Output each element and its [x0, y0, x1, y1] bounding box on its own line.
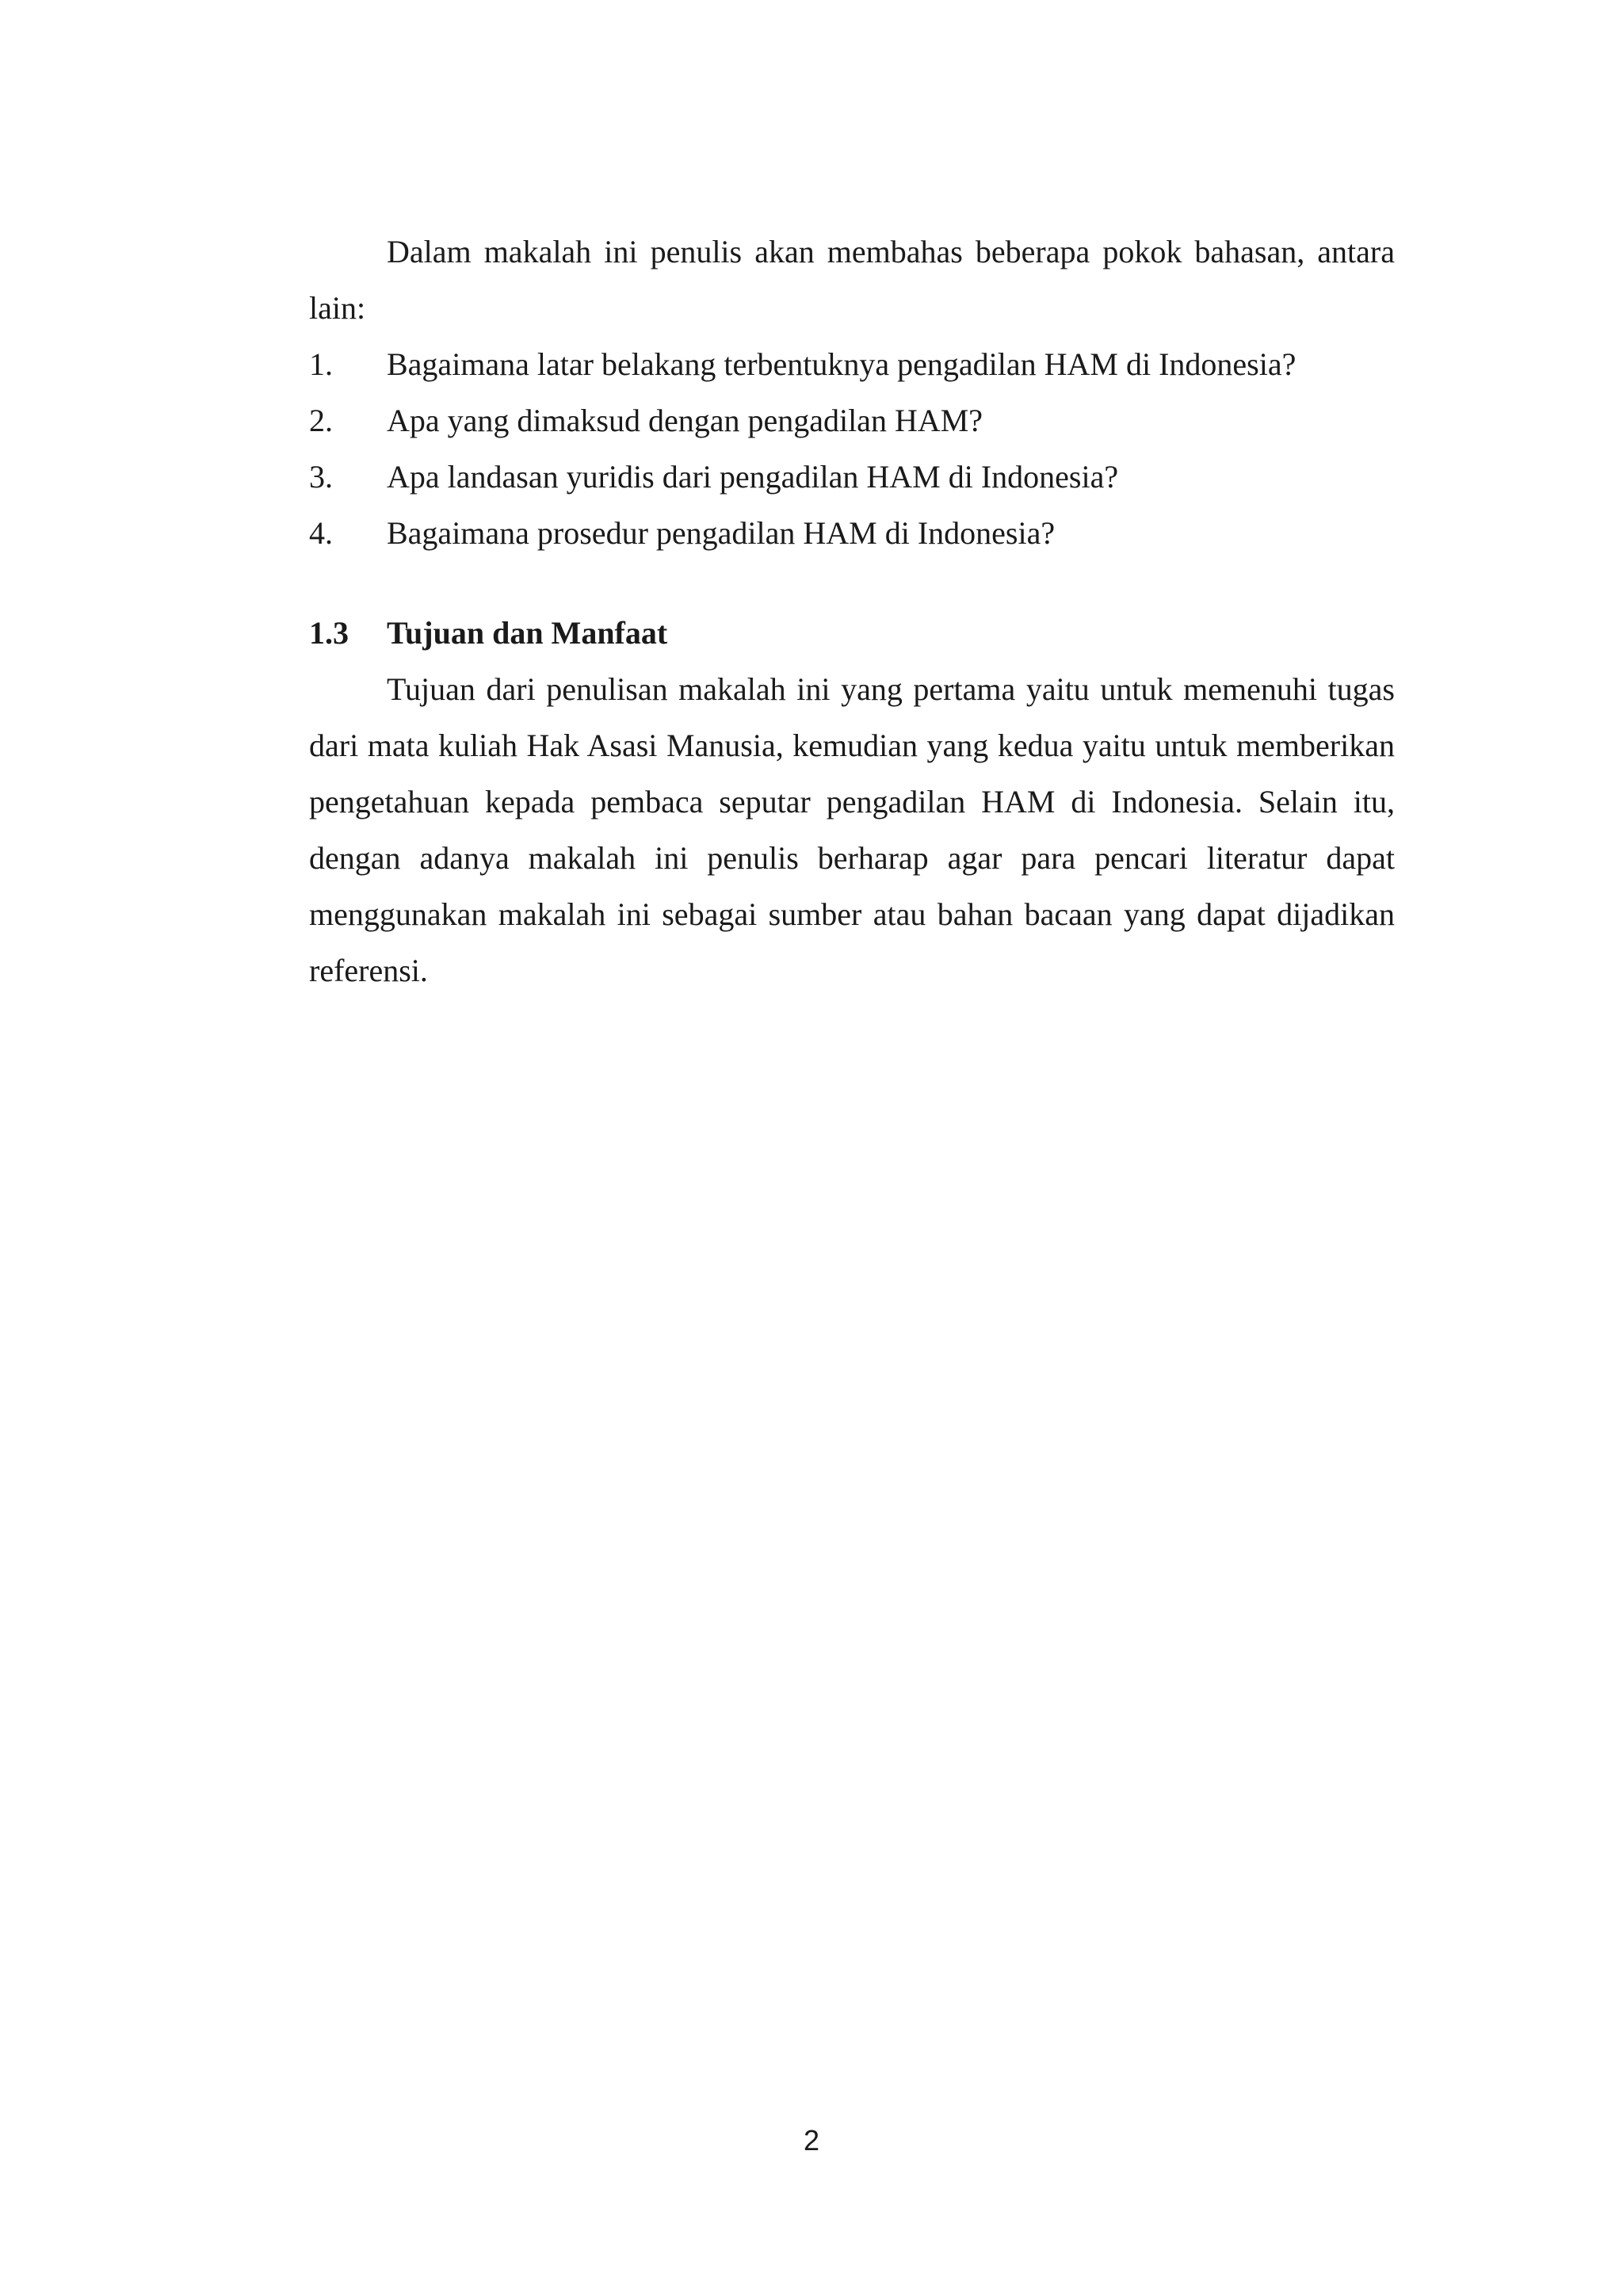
list-item [309, 392, 1395, 449]
list-item-number: 1. [309, 346, 333, 382]
list-item-text: Apa landasan yuridis dari pengadilan HAM di Indonesia? [387, 459, 1119, 495]
section-heading [309, 605, 1395, 661]
list-item-number: 2. [309, 403, 333, 438]
list-item-text: Apa yang dimaksud dengan pengadilan HAM? [387, 403, 983, 438]
list-item-text: Bagaimana prosedur pengadilan HAM di Indonesia? [387, 515, 1056, 551]
intro-paragraph: Dalam makalah ini penulis akan membahas beberapa pokok bahasan, antara lain: [309, 234, 1395, 326]
section-paragraph: Tujuan dari penulisan makalah ini yang pertama yaitu untuk memenuhi tugas dari mata kuliah Hak Asasi Manusia, kemudian yang kedua yaitu untuk memberikan pengetahuan kepada pembaca seputar pengadilan HAM di Indonesia. Selain itu, dengan adanya makalah ini penulis berharap agar para pencari literatur dapat menggunakan makalah ini sebagai sumber atau bahan bacaan yang dapat dijadikan referensi. [309, 671, 1395, 988]
section-title: Tujuan dan Manfaat [387, 615, 668, 651]
list-item [309, 505, 1395, 561]
page-number: 2 [803, 2124, 820, 2157]
list-item-text: Bagaimana latar belakang terbentuknya pengadilan HAM di Indonesia? [387, 346, 1296, 382]
list-item-number: 4. [309, 515, 333, 551]
section-number: 1.3 [309, 615, 349, 651]
list-item [309, 449, 1395, 505]
page-content [309, 223, 1395, 999]
list-item [309, 336, 1395, 392]
questions-list [309, 336, 1395, 561]
list-item-number: 3. [309, 459, 333, 495]
